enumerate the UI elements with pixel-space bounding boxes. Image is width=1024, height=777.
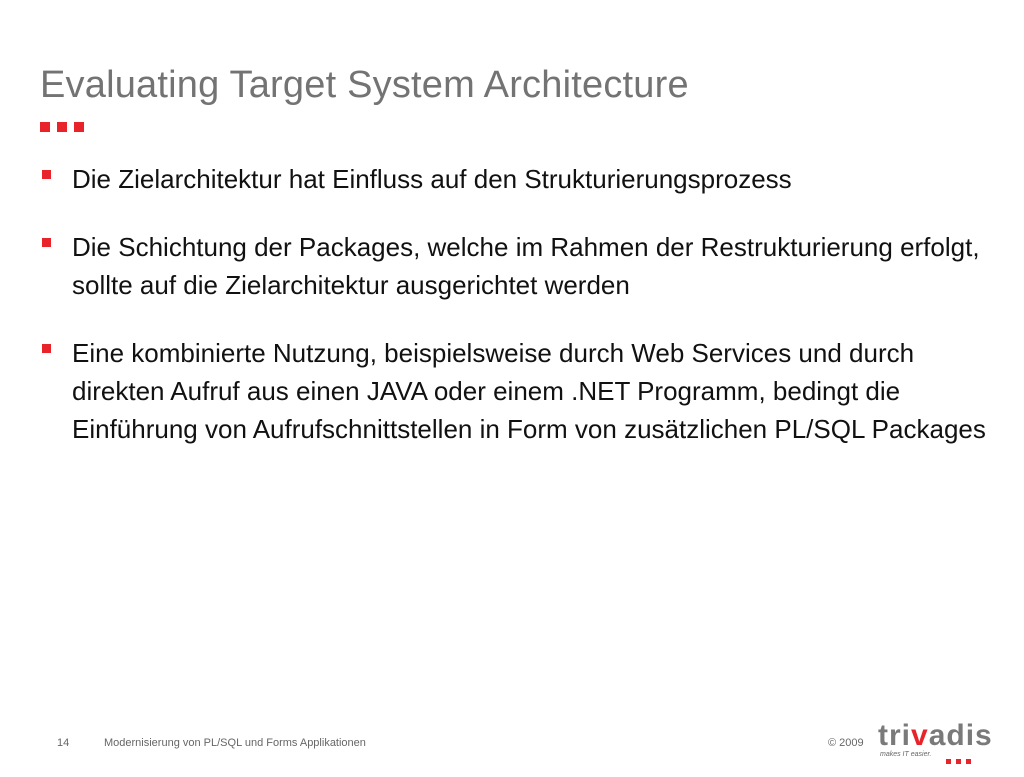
title-accent-squares — [40, 122, 91, 132]
slide-title: Evaluating Target System Architecture — [40, 64, 689, 106]
bullet-square-icon — [42, 344, 51, 353]
logo-dot-icon — [956, 759, 961, 764]
bullet-item — [40, 160, 1000, 198]
footer-page-number: 14 — [57, 737, 70, 749]
footer-presentation-title: Modernisierung von PL/SQL und Forms Applikationen — [104, 737, 366, 749]
bullet-text: Eine kombinierte Nutzung, beispielsweise durch Web Services und durch direkten Aufruf aus einen JAVA oder einem .NET Programm, bedingt die Einführung von Aufrufschnittstellen in Form von zusätzlichen PL/SQL Packages — [72, 338, 986, 444]
logo-wordmark — [878, 720, 993, 752]
logo-tagline: makes IT easier. — [880, 751, 932, 758]
trivadis-logo — [878, 719, 993, 766]
bullet-text: Die Zielarchitektur hat Einfluss auf den Strukturierungsprozess — [72, 164, 792, 194]
accent-square-icon — [40, 122, 50, 132]
logo-word-prefix: tri — [878, 719, 911, 752]
bullet-item — [40, 334, 1000, 448]
logo-dots — [946, 759, 976, 764]
logo-word-accent: v — [911, 719, 929, 752]
bullet-square-icon — [42, 170, 51, 179]
bullet-square-icon — [42, 238, 51, 247]
footer-copyright: © 2009 — [828, 737, 864, 749]
bullet-list — [40, 160, 1000, 478]
logo-dot-icon — [946, 759, 951, 764]
logo-dot-icon — [966, 759, 971, 764]
logo-word-suffix: adis — [928, 719, 993, 752]
bullet-text: Die Schichtung der Packages, welche im Rahmen der Restrukturierung erfolgt, sollte auf die Zielarchitektur ausgerichtet werden — [72, 232, 980, 300]
bullet-item — [40, 228, 1000, 304]
accent-square-icon — [74, 122, 84, 132]
accent-square-icon — [57, 122, 67, 132]
